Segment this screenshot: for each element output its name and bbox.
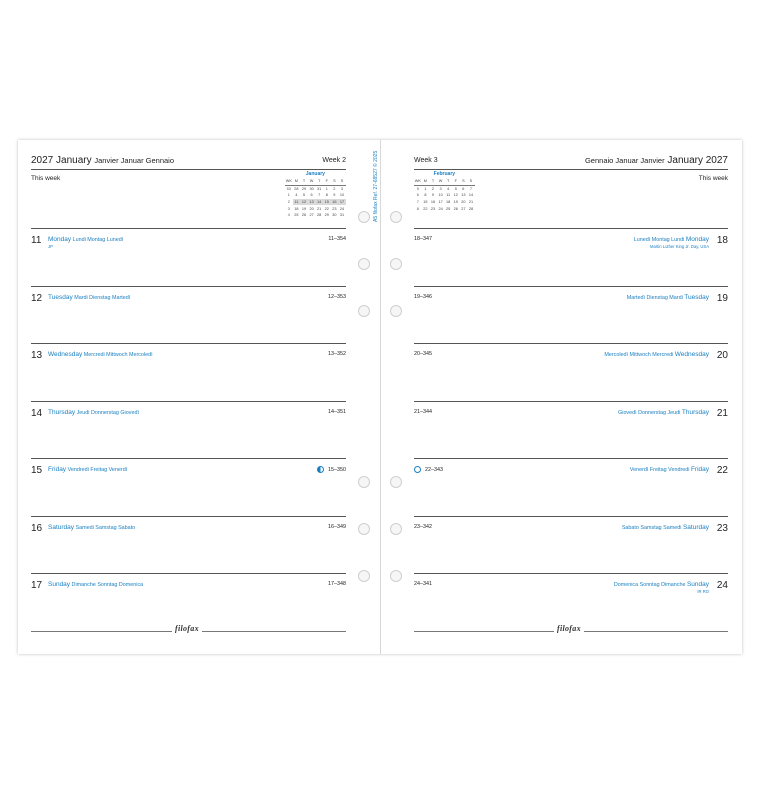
year-label: 2027: [705, 155, 728, 166]
day-name-english: Monday: [48, 236, 72, 243]
mini-calendar-date: 9: [431, 193, 435, 198]
day-entry[interactable]: [414, 401, 728, 458]
day-name-translations: Giovedì Donnerstag Jeudi: [618, 409, 681, 416]
day-of-year-counter: [317, 466, 346, 473]
binder-hole: [358, 570, 370, 582]
mini-calendar-week-number: 1: [287, 193, 290, 198]
day-name: [618, 409, 709, 416]
day-number: 14: [31, 407, 43, 419]
mini-calendar-weekday: S: [331, 178, 339, 185]
day-name-translations: Mercredi Mittwoch Mercoledì: [83, 352, 153, 358]
day-of-year-text: 18–347: [414, 236, 432, 242]
mini-calendar-date: 26: [301, 213, 307, 218]
mini-calendar-date: 31: [317, 186, 322, 191]
mini-calendar-date: 6: [310, 193, 313, 198]
margin-reference-text: A5 filofax Ref. 27-68527 © 2025: [373, 150, 379, 222]
day-rule: [414, 343, 728, 344]
day-rule: [31, 458, 346, 459]
day-entry[interactable]: [414, 286, 728, 343]
day-rule: [414, 516, 728, 517]
mini-calendar-january: [285, 171, 346, 219]
mini-calendar-title: January: [305, 171, 325, 177]
mini-calendar-date: 18: [446, 200, 451, 205]
mini-calendar-date: 12: [453, 193, 458, 198]
mini-calendar-date: 24: [339, 206, 345, 211]
mini-calendar-date: 13: [461, 193, 466, 198]
mini-calendar-date: 29: [301, 186, 307, 191]
day-name-translations: Mardi Dienstag Martedì: [74, 294, 131, 301]
day-rule: [414, 458, 728, 459]
mini-calendar-date: 29: [324, 213, 329, 218]
binder-hole: [390, 476, 402, 488]
day-name-translations: Lunedì Montag Lundi: [633, 237, 685, 243]
mini-calendar-date: 11: [294, 200, 299, 205]
mini-calendar-header-row: [285, 178, 346, 185]
mini-calendar-date: 5: [302, 193, 306, 198]
day-of-year-counter: [328, 236, 346, 242]
day-name-translations: Martedì Dienstag Mardi: [626, 294, 683, 301]
mini-calendar-weekday: F: [323, 178, 331, 185]
week-number: Week 3: [414, 157, 438, 164]
mini-calendar-date: 23: [332, 206, 337, 211]
full-moon-icon: [414, 466, 421, 473]
mini-calendar-date: 1: [424, 186, 427, 191]
day-name-translations: Mercoledì Mittwoch Mercredi: [604, 352, 674, 358]
day-entry[interactable]: [414, 516, 728, 573]
binder-hole: [358, 476, 370, 488]
day-of-year-counter: [328, 409, 346, 415]
day-of-year-text: 16–349: [328, 523, 346, 530]
day-rule: [31, 401, 346, 402]
mini-calendar-date: 14: [468, 193, 474, 198]
holiday-note: IR RO: [697, 589, 709, 594]
day-rule: [31, 228, 346, 229]
day-name: [48, 351, 153, 358]
mini-calendar-week-row: [414, 192, 475, 199]
mini-calendar-weekday: T: [444, 178, 452, 185]
mini-calendar-weekday: T: [315, 178, 323, 185]
holiday-note: Martin Luther King Jr. Day, USA: [649, 244, 709, 249]
mini-calendar-week-number: 8: [416, 206, 419, 211]
day-name-english: Friday: [690, 466, 709, 473]
day-entry[interactable]: [31, 228, 346, 285]
day-of-year-counter: [414, 466, 443, 473]
day-entry[interactable]: [31, 458, 346, 515]
day-rule: [31, 516, 346, 517]
day-of-year-text: 22–343: [425, 466, 443, 473]
mini-calendar-weekday: WK: [285, 179, 292, 184]
mini-calendar-date: 4: [447, 186, 450, 191]
day-entry[interactable]: [31, 286, 346, 343]
mini-calendar-date: 20: [461, 200, 466, 205]
day-name: [614, 581, 709, 588]
diary-spread: [18, 140, 742, 654]
mini-calendar-week-number: 3: [287, 206, 290, 211]
mini-calendar-date: 27: [461, 206, 466, 211]
day-name-translations: Venerdì Freitag Vendredi: [629, 467, 690, 473]
day-of-year-text: 24–341: [414, 581, 432, 587]
header-rule: [414, 169, 728, 170]
day-number: 24: [716, 580, 728, 591]
binder-hole: [390, 570, 402, 582]
mini-calendar-week-number: 5: [416, 186, 419, 191]
mini-calendar-week-number: 53: [286, 186, 291, 191]
day-name-english: Friday: [48, 466, 67, 473]
day-of-year-text: 15–350: [328, 466, 346, 473]
mini-calendar-date: 2: [431, 186, 435, 191]
mini-calendar-date: 26: [453, 206, 458, 211]
mini-calendar-week-number: 4: [287, 213, 290, 218]
day-name: [622, 524, 709, 531]
mini-calendar-date: 8: [424, 193, 427, 198]
mini-calendar-date: 5: [454, 186, 457, 191]
day-number: 13: [31, 350, 43, 361]
day-number: 19: [716, 292, 728, 304]
filofax-logo: filofax: [172, 624, 202, 633]
mini-calendar-date: 11: [446, 193, 451, 198]
day-name-english: Sunday: [686, 581, 709, 588]
day-name-english: Saturday: [682, 523, 709, 531]
day-name-english: Thursday: [48, 408, 76, 416]
day-name-english: Tuesday: [48, 293, 73, 301]
day-name: [627, 294, 709, 301]
mini-calendar-date: 3: [340, 186, 344, 191]
left-page-title: [31, 155, 174, 166]
mini-calendar-date: 31: [339, 213, 345, 218]
mini-calendar-week-number: 7: [416, 200, 419, 205]
mini-calendar-date: 25: [446, 206, 451, 211]
month-translations: Janvier Januar Gennaio: [94, 156, 175, 165]
day-name-translations: Domenica Sonntag Dimanche: [613, 582, 686, 588]
mini-calendar-weekday: W: [438, 179, 443, 184]
day-name: [48, 236, 123, 243]
mini-calendar-week-row: [285, 199, 346, 206]
day-of-year-text: 17–348: [328, 581, 346, 587]
mini-calendar-date: 22: [324, 206, 329, 211]
mini-calendar-date: 25: [294, 213, 299, 218]
day-number: 23: [716, 522, 728, 534]
day-number: 11: [31, 235, 42, 246]
day-name-english: Thursday: [681, 408, 709, 416]
mini-calendar-date: 23: [430, 206, 436, 211]
mini-calendar-date: 3: [439, 186, 442, 191]
day-entry[interactable]: [31, 573, 346, 630]
mini-calendar-date: 28: [468, 206, 474, 211]
day-entry[interactable]: [414, 458, 728, 515]
day-entry[interactable]: [31, 401, 346, 458]
day-entry[interactable]: [31, 343, 346, 400]
mini-calendar-weekday: W: [309, 179, 314, 184]
left-page: [18, 140, 380, 654]
mini-calendar-date: 12: [301, 200, 307, 205]
mini-calendar-date: 10: [339, 193, 345, 198]
day-number: 22: [716, 465, 728, 476]
day-of-year-counter: [414, 524, 432, 530]
mini-calendar-date: 16: [332, 200, 337, 205]
day-name-translations: Jeudi Donnerstag Giovedì: [76, 409, 139, 416]
mini-calendar-header-row: [414, 178, 475, 185]
mini-calendar-date: 17: [339, 200, 345, 205]
month-label: January: [56, 155, 92, 166]
mini-calendar-date: 7: [469, 186, 473, 191]
day-of-year-text: 11–354: [328, 236, 346, 242]
day-number: 12: [31, 292, 43, 304]
day-of-year-text: 14–351: [328, 408, 346, 415]
mini-calendar-title: February: [433, 171, 456, 177]
day-entry[interactable]: [414, 573, 728, 630]
first-quarter-moon-icon: [317, 466, 324, 473]
day-name-english: Tuesday: [684, 293, 709, 301]
day-of-year-counter: [414, 409, 432, 415]
mini-calendar-weekday: S: [467, 178, 475, 185]
mini-calendar-week-row: [414, 205, 475, 212]
mini-calendar-date: 7: [318, 193, 321, 198]
mini-calendar-date: 28: [294, 186, 299, 191]
day-name-translations: Samedi Samstag Sabato: [75, 524, 136, 531]
mini-calendar-date: 27: [309, 213, 314, 218]
binder-hole: [390, 305, 402, 317]
mini-calendar-date: 13: [309, 200, 314, 205]
mini-calendar-grid: [285, 178, 346, 219]
mini-calendar-grid: [414, 178, 475, 212]
mini-calendar-week-number: 6: [416, 193, 419, 198]
day-of-year-counter: [414, 236, 432, 242]
mini-calendar-date: 24: [438, 206, 443, 211]
mini-calendar-date: 6: [462, 186, 465, 191]
day-of-year-counter: [328, 581, 346, 587]
mini-calendar-date: 30: [332, 213, 337, 218]
year-label: 2027: [31, 155, 54, 166]
day-rule: [31, 286, 346, 287]
mini-calendar-date: 21: [468, 200, 474, 205]
day-number: 17: [31, 580, 43, 591]
mini-calendar-date: 10: [438, 193, 443, 198]
mini-calendar-date: 30: [309, 186, 314, 191]
day-number: 20: [716, 350, 728, 361]
month-translations: Gennaio Januar Janvier: [584, 156, 665, 165]
binder-hole: [358, 258, 370, 270]
mini-calendar-date: 16: [430, 200, 436, 205]
mini-calendar-date: 21: [317, 206, 322, 211]
binder-hole: [390, 211, 402, 223]
mini-calendar-weekday: T: [300, 178, 308, 185]
mini-calendar-date: 9: [333, 193, 336, 198]
this-week-label: This week: [31, 175, 61, 182]
day-name: [604, 351, 709, 358]
mini-calendar-week-row: [285, 212, 346, 219]
day-name-english: Wednesday: [48, 351, 83, 358]
this-week-label: This week: [698, 175, 728, 182]
mini-calendar-date: 19: [301, 206, 307, 211]
day-rule: [414, 573, 728, 574]
day-of-year-counter: [414, 581, 432, 587]
day-of-year-text: 21–344: [414, 408, 432, 415]
mini-calendar-date: 28: [317, 213, 322, 218]
day-name-english: Saturday: [48, 523, 75, 531]
day-of-year-text: 19–346: [414, 293, 432, 300]
mini-calendar-week-row: [285, 192, 346, 199]
day-of-year-text: 13–352: [328, 351, 346, 357]
day-of-year-counter: [328, 294, 346, 300]
day-number: 16: [31, 522, 43, 534]
mini-calendar-weekday: M: [422, 178, 430, 185]
mini-calendar-february: [414, 171, 475, 212]
mini-calendar-date: 8: [325, 193, 328, 198]
day-of-year-counter: [328, 351, 346, 357]
day-name-english: Wednesday: [674, 351, 709, 358]
mini-calendar-date: 18: [294, 206, 299, 211]
mini-calendar-week-row: [285, 185, 346, 192]
mini-calendar-weekday: S: [338, 178, 346, 185]
day-name-translations: Dimanche Sonntag Domenica: [71, 582, 144, 588]
binder-hole: [390, 258, 402, 270]
day-entry[interactable]: [31, 516, 346, 573]
mini-calendar-date: 17: [438, 200, 443, 205]
mini-calendar-weekday: WK: [414, 179, 421, 184]
day-name-translations: Vendredi Freitag Venerdì: [67, 467, 128, 473]
mini-calendar-date: 2: [333, 186, 336, 191]
mini-calendar-week-row: [285, 205, 346, 212]
binder-hole: [358, 211, 370, 223]
day-name-translations: Lundi Montag Lunedì: [72, 237, 124, 243]
day-rule: [414, 228, 728, 229]
mini-calendar-date: 14: [317, 200, 322, 205]
day-number: 18: [716, 235, 728, 246]
binder-hole: [358, 305, 370, 317]
day-number: 15: [31, 465, 43, 476]
mini-calendar-week-row: [414, 199, 475, 206]
day-name: [48, 466, 127, 473]
right-page-title: [585, 155, 728, 166]
right-page: [380, 140, 742, 654]
mini-calendar-date: 1: [325, 186, 328, 191]
mini-calendar-date: 19: [453, 200, 458, 205]
mini-calendar-date: 20: [309, 206, 314, 211]
day-name-translations: Sabato Samstag Samedi: [621, 524, 682, 531]
day-entry[interactable]: [414, 343, 728, 400]
mini-calendar-weekday: T: [429, 178, 437, 185]
day-rule: [414, 401, 728, 402]
day-entry[interactable]: [414, 228, 728, 285]
day-name: [630, 466, 709, 473]
day-of-year-counter: [328, 524, 346, 530]
mini-calendar-date: 15: [324, 200, 329, 205]
week-number: Week 2: [322, 157, 346, 164]
filofax-logo: filofax: [554, 624, 584, 633]
day-name: [48, 524, 135, 531]
mini-calendar-date: 4: [295, 193, 298, 198]
day-name-english: Monday: [685, 236, 709, 243]
day-of-year-text: 20–345: [414, 351, 432, 357]
mini-calendar-weekday: F: [452, 178, 460, 185]
mini-calendar-date: 15: [423, 200, 428, 205]
day-name: [48, 409, 139, 416]
month-label: January: [667, 155, 703, 166]
day-name: [48, 294, 130, 301]
mini-calendar-date: 22: [423, 206, 428, 211]
day-name: [48, 581, 143, 588]
day-of-year-text: 23–342: [414, 523, 432, 530]
day-rule: [414, 286, 728, 287]
holiday-note: JP: [48, 244, 53, 249]
day-rule: [31, 573, 346, 574]
header-rule: [31, 169, 346, 170]
mini-calendar-weekday: M: [293, 178, 301, 185]
mini-calendar-week-row: [414, 185, 475, 192]
day-number: 21: [716, 407, 728, 419]
mini-calendar-week-number: 2: [287, 200, 290, 205]
day-rule: [31, 343, 346, 344]
mini-calendar-weekday: S: [460, 178, 468, 185]
day-of-year-counter: [414, 351, 432, 357]
binder-hole: [358, 523, 370, 535]
day-of-year-text: 12–353: [328, 293, 346, 300]
day-name-english: Sunday: [48, 581, 71, 588]
day-name: [634, 236, 709, 243]
day-of-year-counter: [414, 294, 432, 300]
binder-hole: [390, 523, 402, 535]
